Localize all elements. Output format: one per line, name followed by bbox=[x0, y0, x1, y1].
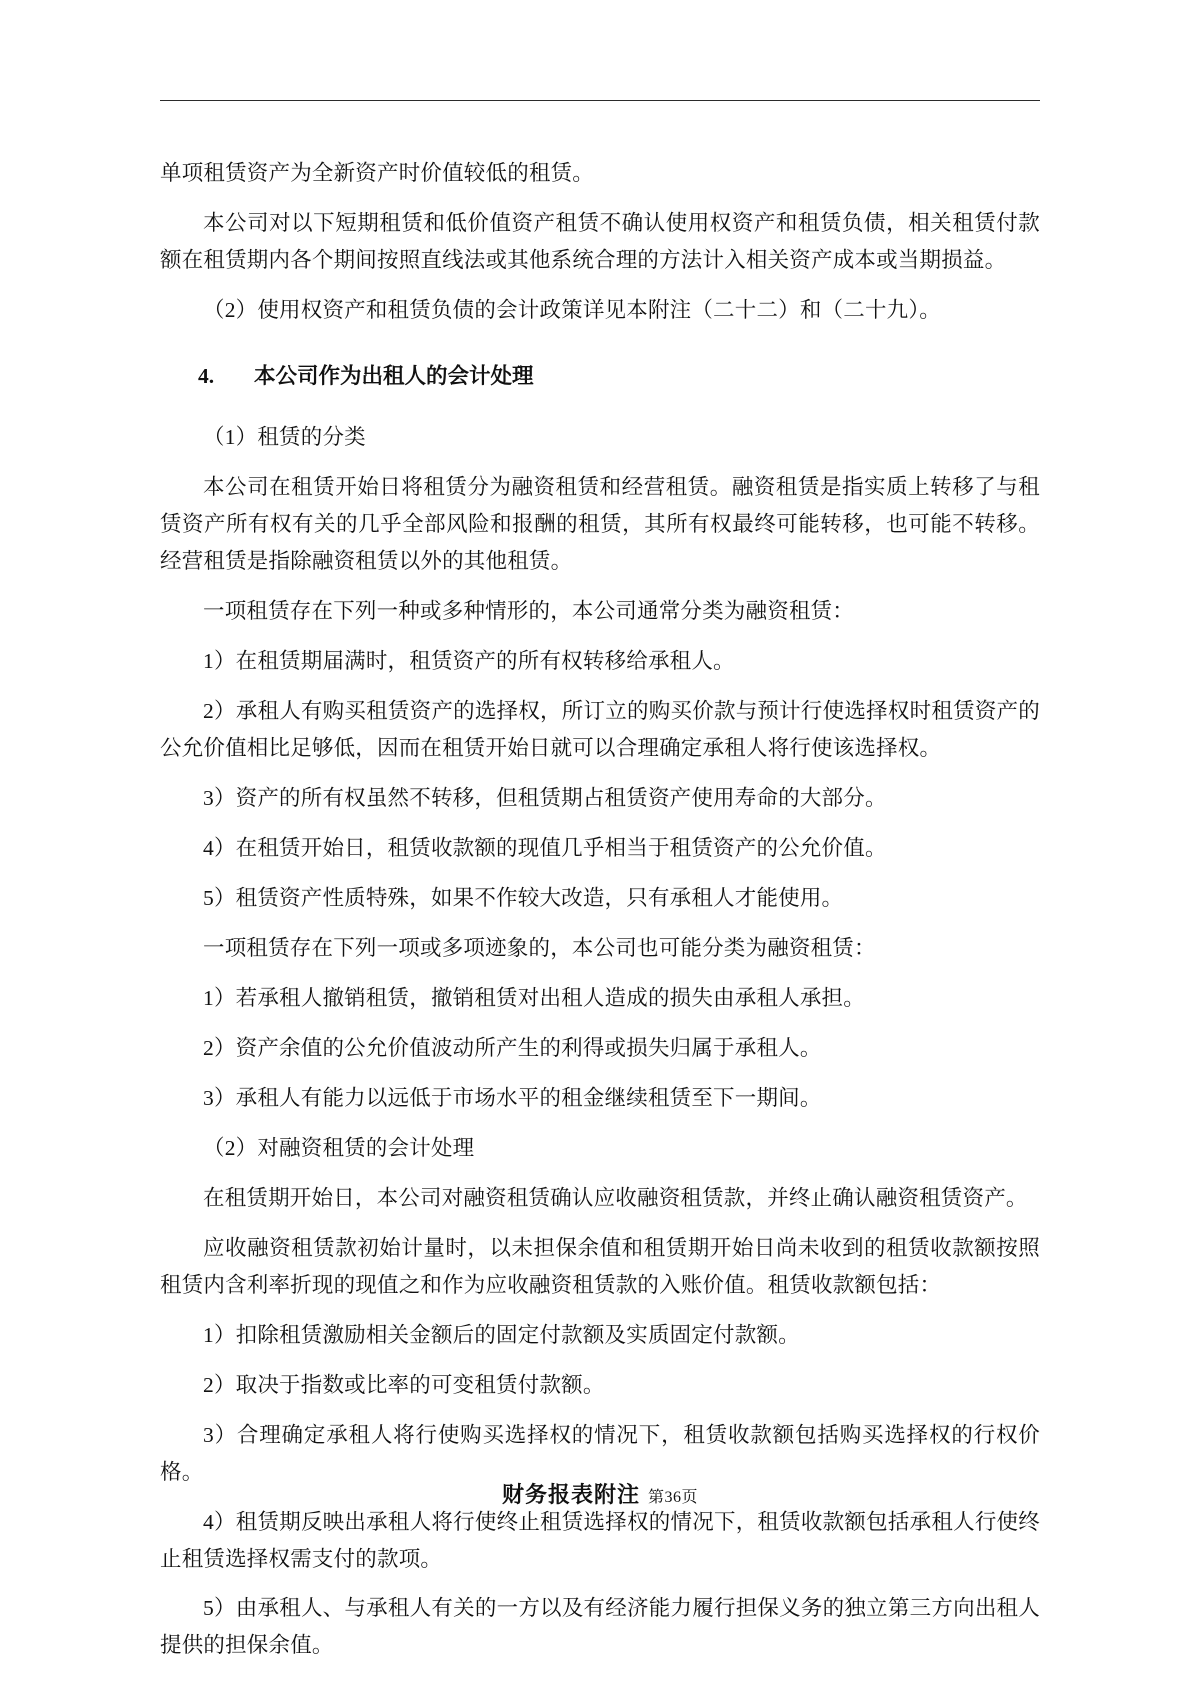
paragraph: 应收融资租赁款初始计量时，以未担保余值和租赁期开始日尚未收到的租赁收款额按照租赁内含利率折现的现值之和作为应收融资租赁款的入账价值。租赁收款额包括： bbox=[160, 1235, 1040, 1297]
paragraph: （1）租赁的分类 bbox=[203, 425, 366, 450]
section-number: 4. bbox=[198, 363, 215, 388]
paragraph: 在租赁期开始日，本公司对融资租赁确认应收融资租赁款，并终止确认融资租赁资产。 bbox=[203, 1185, 1028, 1210]
page-footer bbox=[0, 1478, 1200, 1509]
paragraph: （2）对融资租赁的会计处理 bbox=[203, 1135, 475, 1160]
paragraph: 本公司对以下短期租赁和低价值资产租赁不确认使用权资产和租赁负债，相关租赁付款额在租赁期内各个期间按照直线法或其他系统合理的方法计入相关资产成本或当期损益。 bbox=[160, 210, 1040, 272]
list-item: 3）资产的所有权虽然不转移，但租赁期占租赁资产使用寿命的大部分。 bbox=[203, 786, 887, 811]
footer-page-number: 第36页 bbox=[648, 1489, 699, 1506]
list-item: 5）由承租人、与承租人有关的一方以及有经济能力履行担保义务的独立第三方向出租人提供的担保余值。 bbox=[160, 1596, 1040, 1658]
paragraph: 本公司在租赁开始日将租赁分为融资租赁和经营租赁。融资租赁是指实质上转移了与租赁资产所有权有关的几乎全部风险和报酬的租赁，其所有权最终可能转移，也可能不转移。经营租赁是指除融资租赁以外的其他租赁。 bbox=[160, 475, 1040, 574]
list-item: 1）若承租人撤销租赁，撤销租赁对出租人造成的损失由承租人承担。 bbox=[203, 985, 865, 1010]
list-item: 1）在租赁期届满时，租赁资产的所有权转移给承租人。 bbox=[203, 649, 735, 674]
list-item: 2）取决于指数或比率的可变租赁付款额。 bbox=[203, 1372, 605, 1397]
header-rule bbox=[160, 100, 1040, 101]
list-item: 5）租赁资产性质特殊，如果不作较大改造，只有承租人才能使用。 bbox=[203, 885, 844, 910]
section-title: 本公司作为出租人的会计处理 bbox=[254, 363, 534, 388]
list-item: 1）扣除租赁激励相关金额后的固定付款额及实质固定付款额。 bbox=[203, 1322, 800, 1347]
list-item: 3）合理确定承租人将行使购买选择权的情况下，租赁收款额包括购买选择权的行权价格。 bbox=[160, 1422, 1040, 1484]
paragraph: 一项租赁存在下列一种或多种情形的，本公司通常分类为融资租赁： bbox=[203, 599, 855, 624]
list-item: 2）承租人有购买租赁资产的选择权，所订立的购买价款与预计行使选择权时租赁资产的公允价值相比足够低，因而在租赁开始日就可以合理确定承租人将行使该选择权。 bbox=[160, 699, 1040, 761]
list-item: 2）资产余值的公允价值波动所产生的利得或损失归属于承租人。 bbox=[203, 1035, 822, 1060]
list-item: 4）租赁期反映出承租人将行使终止租赁选择权的情况下，租赁收款额包括承租人行使终止租赁选择权需支付的款项。 bbox=[160, 1509, 1040, 1571]
footer-title: 财务报表附注 bbox=[501, 1482, 640, 1507]
paragraph: 一项租赁存在下列一项或多项迹象的，本公司也可能分类为融资租赁： bbox=[203, 935, 876, 960]
paragraph: （2）使用权资产和租赁负债的会计政策详见本附注（二十二）和（二十九）。 bbox=[203, 297, 942, 322]
paragraph: 单项租赁资产为全新资产时价值较低的租赁。 bbox=[160, 161, 595, 185]
list-item: 4）在租赁开始日，租赁收款额的现值几乎相当于租赁资产的公允价值。 bbox=[203, 835, 887, 860]
section-heading bbox=[160, 359, 1040, 393]
list-item: 3）承租人有能力以远低于市场水平的租金继续租赁至下一期间。 bbox=[203, 1085, 822, 1110]
document-body bbox=[160, 155, 1040, 1677]
